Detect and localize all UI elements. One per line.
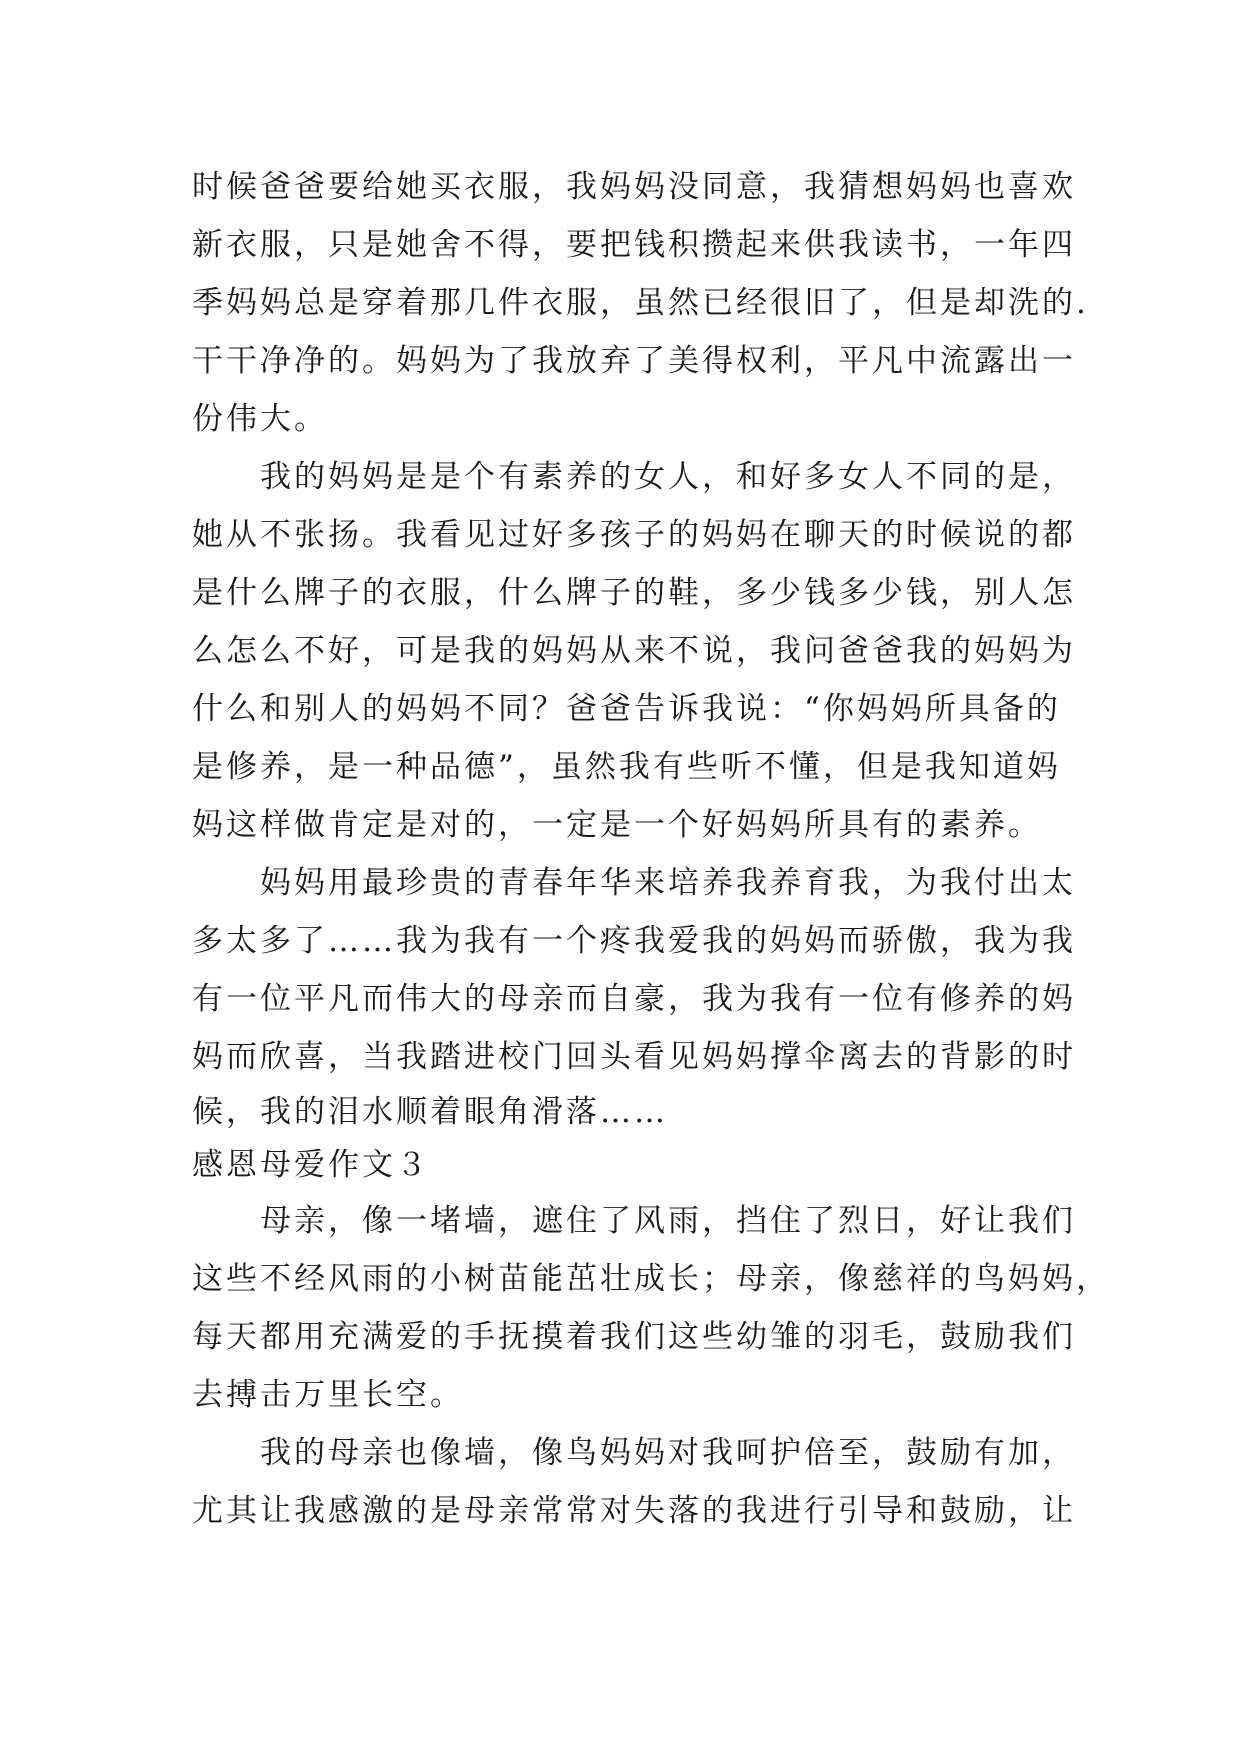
- text-line: 去搏击万里长空。: [192, 1377, 464, 1413]
- text-line: 妈妈用最珍贵的青春年华来培养我养育我，为我付出太: [192, 865, 1076, 901]
- text-line: 时候爸爸要给她买衣服，我妈妈没同意，我猜想妈妈也喜欢: [192, 169, 1076, 205]
- text-line: 是修养，是一种品德”，虽然我有些听不懂，但是我知道妈: [192, 749, 1061, 785]
- text-line: 我的妈妈是是个有素养的女人，和好多女人不同的是，: [192, 459, 1076, 495]
- text-line: 妈而欣喜，当我踏进校门回头看见妈妈撑伞离去的背影的时: [192, 1039, 1076, 1075]
- text-line: 季妈妈总是穿着那几件衣服，虽然已经很旧了，但是却洗的.: [192, 285, 1089, 321]
- text-line: 候，我的泪水顺着眼角滑落……: [192, 1094, 668, 1130]
- text-line: 多太多了……我为我有一个疼我爱我的妈妈而骄傲，我为我: [192, 923, 1076, 959]
- text-line: 这些不经风雨的小树苗能茁壮成长；母亲，像慈祥的鸟妈妈，: [192, 1261, 1110, 1297]
- text-line: 她从不张扬。我看见过好多孩子的妈妈在聊天的时候说的都: [192, 517, 1076, 553]
- text-line: 每天都用充满爱的手抚摸着我们这些幼雏的羽毛，鼓励我们: [192, 1319, 1076, 1355]
- text-line: 妈这样做肯定是对的，一定是一个好妈妈所具有的素养。: [192, 807, 1042, 843]
- text-line: 份伟大。: [192, 401, 328, 437]
- text-line: 是什么牌子的衣服，什么牌子的鞋，多少钱多少钱，别人怎: [192, 575, 1076, 611]
- section-heading: 感恩母爱作文３: [192, 1147, 430, 1183]
- text-line: 么怎么不好，可是我的妈妈从来不说，我问爸爸我的妈妈为: [192, 633, 1076, 669]
- text-line: 尤其让我感激的是母亲常常对失落的我进行引导和鼓励，让: [192, 1493, 1076, 1529]
- text-line: 干干净净的。妈妈为了我放弃了美得权利，平凡中流露出一: [192, 343, 1076, 379]
- document-body: [192, 158, 1110, 1540]
- text-line: 什么和别人的妈妈不同？爸爸告诉我说：“你妈妈所具备的: [192, 691, 1061, 727]
- text-line: 新衣服，只是她舍不得，要把钱积攒起来供我读书，一年四: [192, 227, 1076, 263]
- text-line: 有一位平凡而伟大的母亲而自豪，我为我有一位有修养的妈: [192, 981, 1076, 1017]
- text-line: 我的母亲也像墙，像鸟妈妈对我呵护倍至，鼓励有加，: [192, 1435, 1076, 1471]
- text-line: 母亲，像一堵墙，遮住了风雨，挡住了烈日，好让我们: [192, 1203, 1076, 1239]
